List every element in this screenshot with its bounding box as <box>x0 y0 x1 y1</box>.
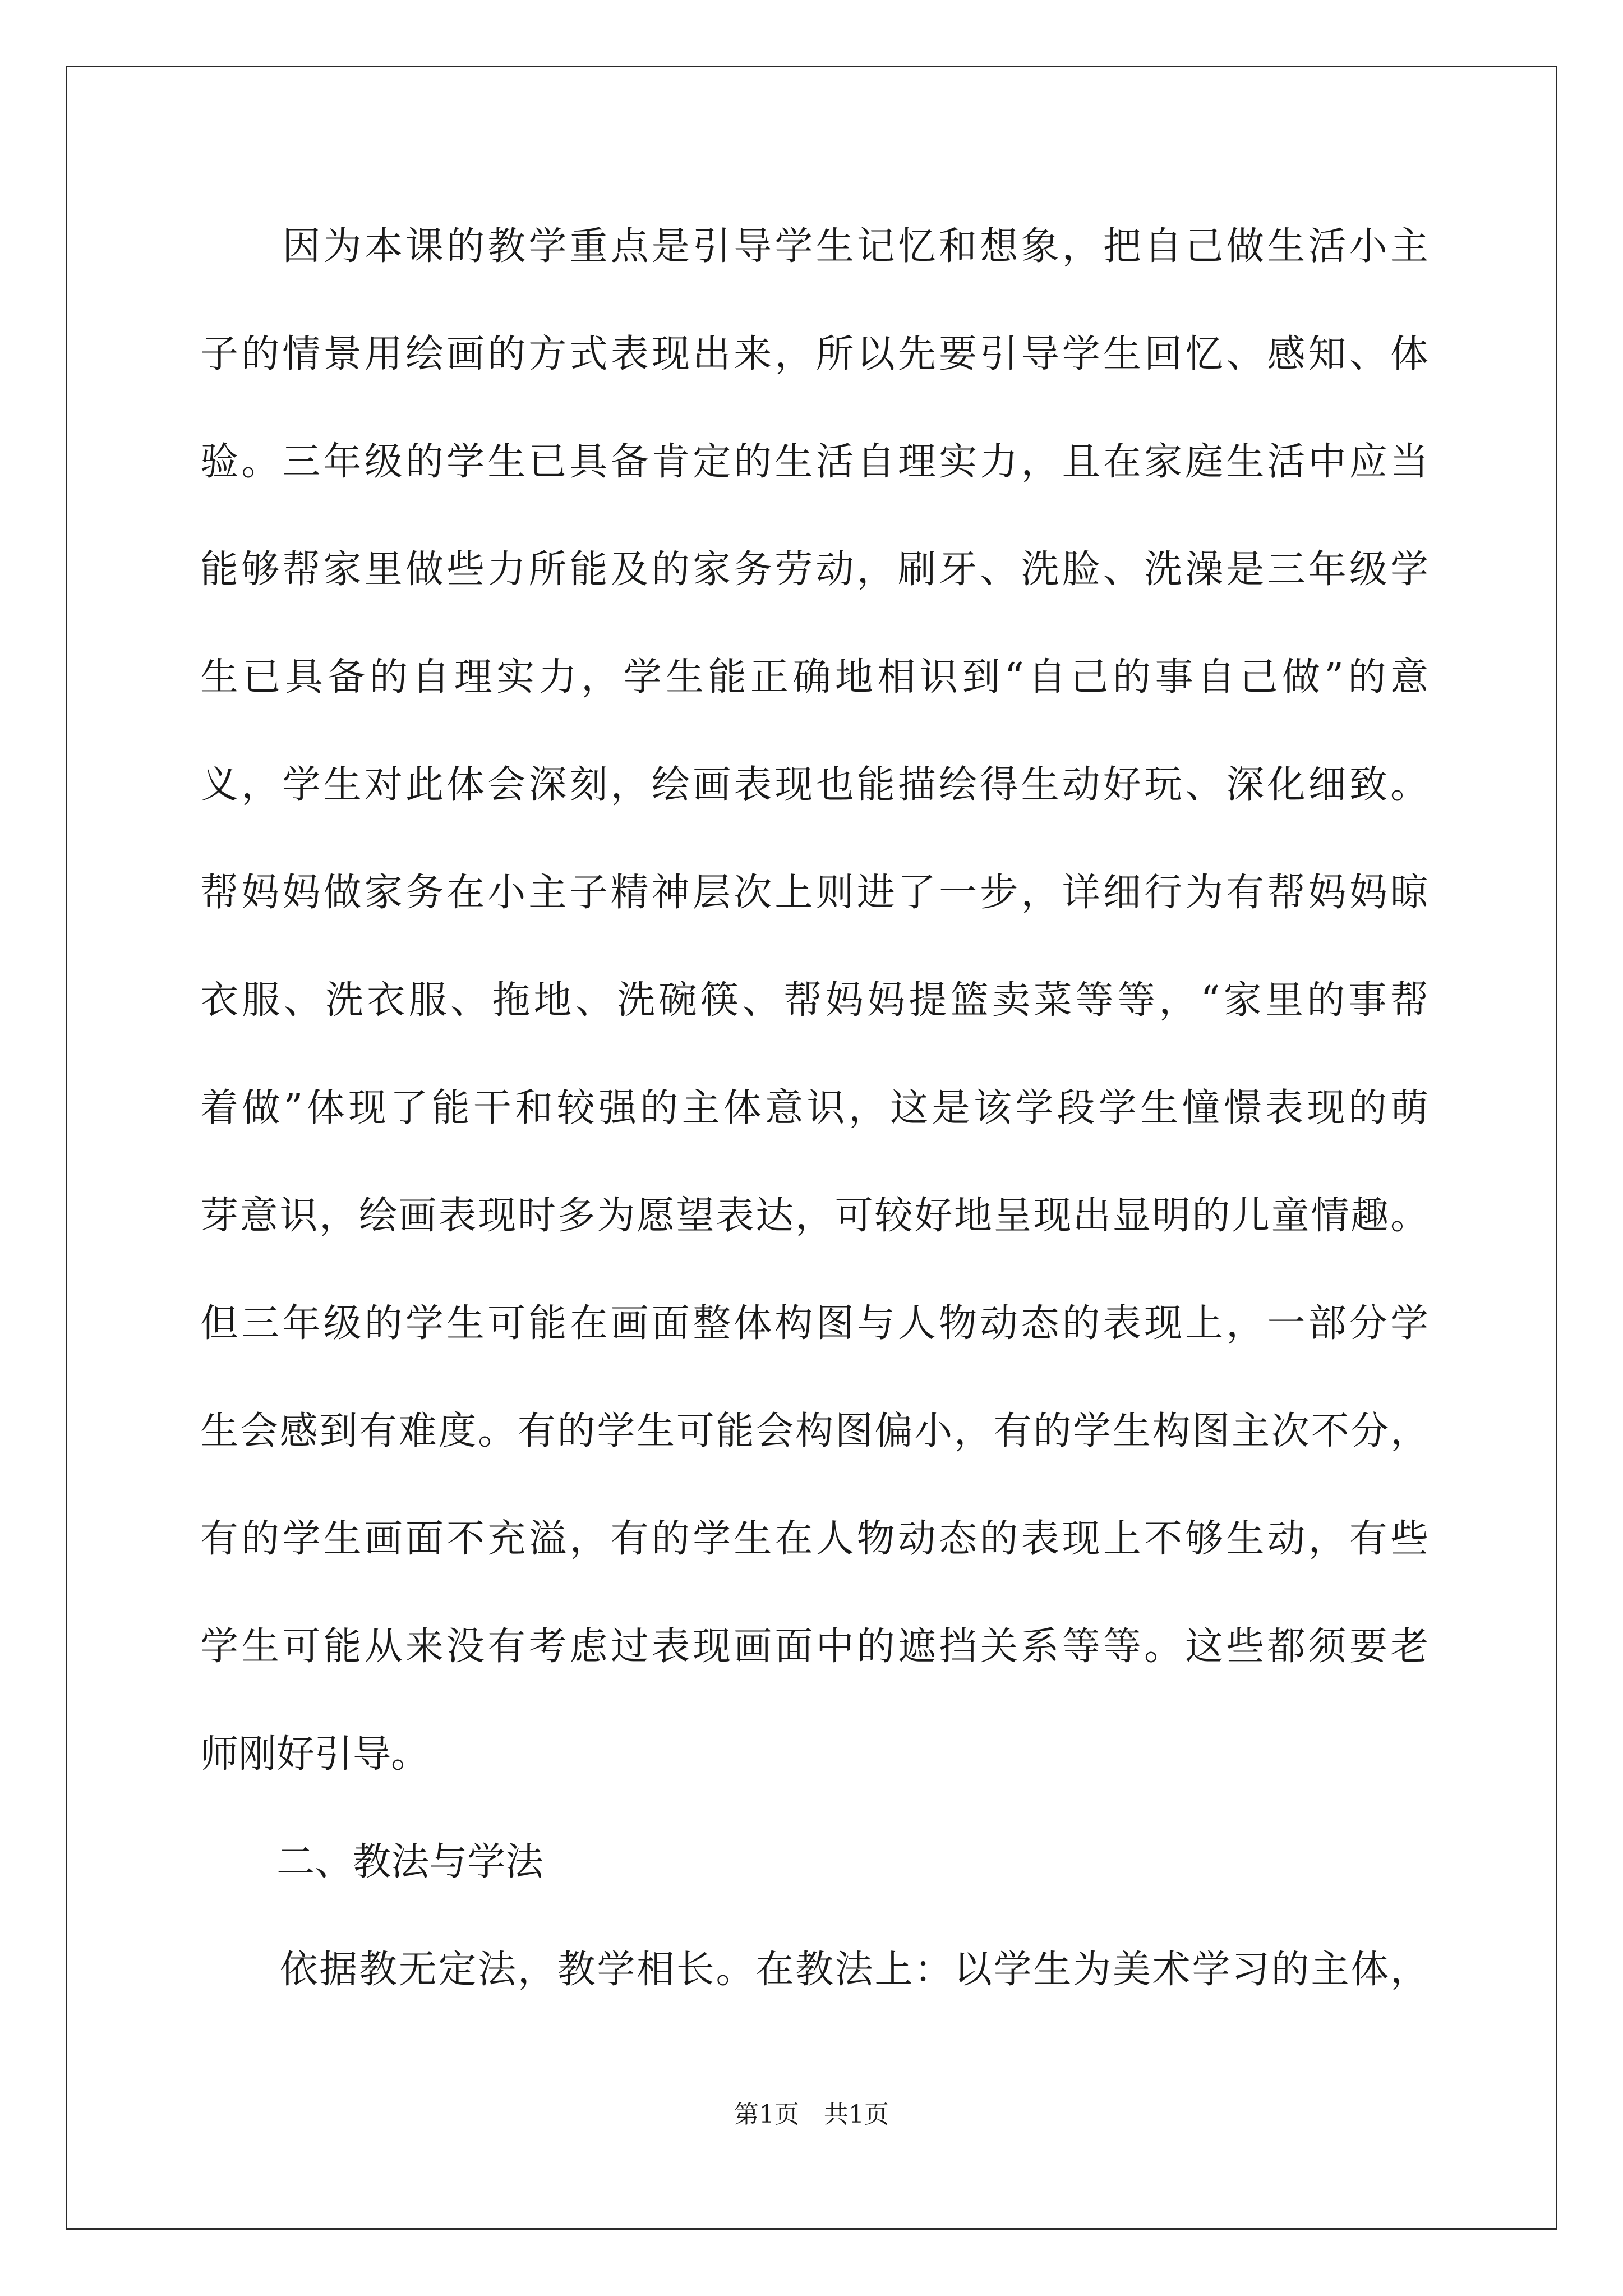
section-heading: 二、教法与学法 <box>200 1840 544 1884</box>
text-line: 义，学生对此体会深刻，绘画表现也能描绘得生动好玩、深化细致。 <box>200 763 1428 807</box>
page-border <box>66 66 1557 2230</box>
text-line: 师刚好引导。 <box>200 1732 430 1777</box>
text-line: 衣服、洗衣服、拖地、洗碗筷、帮妈妈提篮卖菜等等，“家里的事帮 <box>200 978 1428 1023</box>
text-line: 着做”体现了能干和较强的主体意识，这是该学段学生憧憬表现的萌 <box>200 1086 1428 1130</box>
text-line: 子的情景用绘画的方式表现出来，所以先要引导学生回忆、感知、体 <box>200 332 1428 376</box>
text-line: 帮妈妈做家务在小主子精神层次上则进了一步，详细行为有帮妈妈晾 <box>200 871 1428 915</box>
text-line: 验。三年级的学生已具备肯定的生活自理实力，且在家庭生活中应当 <box>200 440 1428 484</box>
text-line: 芽意识，绘画表现时多为愿望表达，可较好地呈现出显明的儿童情趣。 <box>200 1194 1428 1238</box>
text-line: 但三年级的学生可能在画面整体构图与人物动态的表现上，一部分学 <box>200 1301 1428 1346</box>
text-line: 依据教无定法，教学相长。在教法上：以学生为美术学习的主体， <box>200 1948 1428 1992</box>
text-line: 能够帮家里做些力所能及的家务劳动，刷牙、洗脸、洗澡是三年级学 <box>200 547 1428 592</box>
page-number-footer: 第1页 共1页 <box>734 2100 889 2129</box>
text-line: 生会感到有难度。有的学生可能会构图偏小，有的学生构图主次不分， <box>200 1409 1428 1453</box>
text-line: 有的学生画面不充溢，有的学生在人物动态的表现上不够生动，有些 <box>200 1517 1428 1561</box>
text-line: 学生可能从来没有考虑过表现画面中的遮挡关系等等。这些都须要老 <box>200 1625 1428 1669</box>
text-line: 生已具备的自理实力，学生能正确地相识到“自己的事自己做”的意 <box>200 655 1428 700</box>
text-line: 因为本课的教学重点是引导学生记忆和想象，把自己做生活小主 <box>200 224 1428 269</box>
